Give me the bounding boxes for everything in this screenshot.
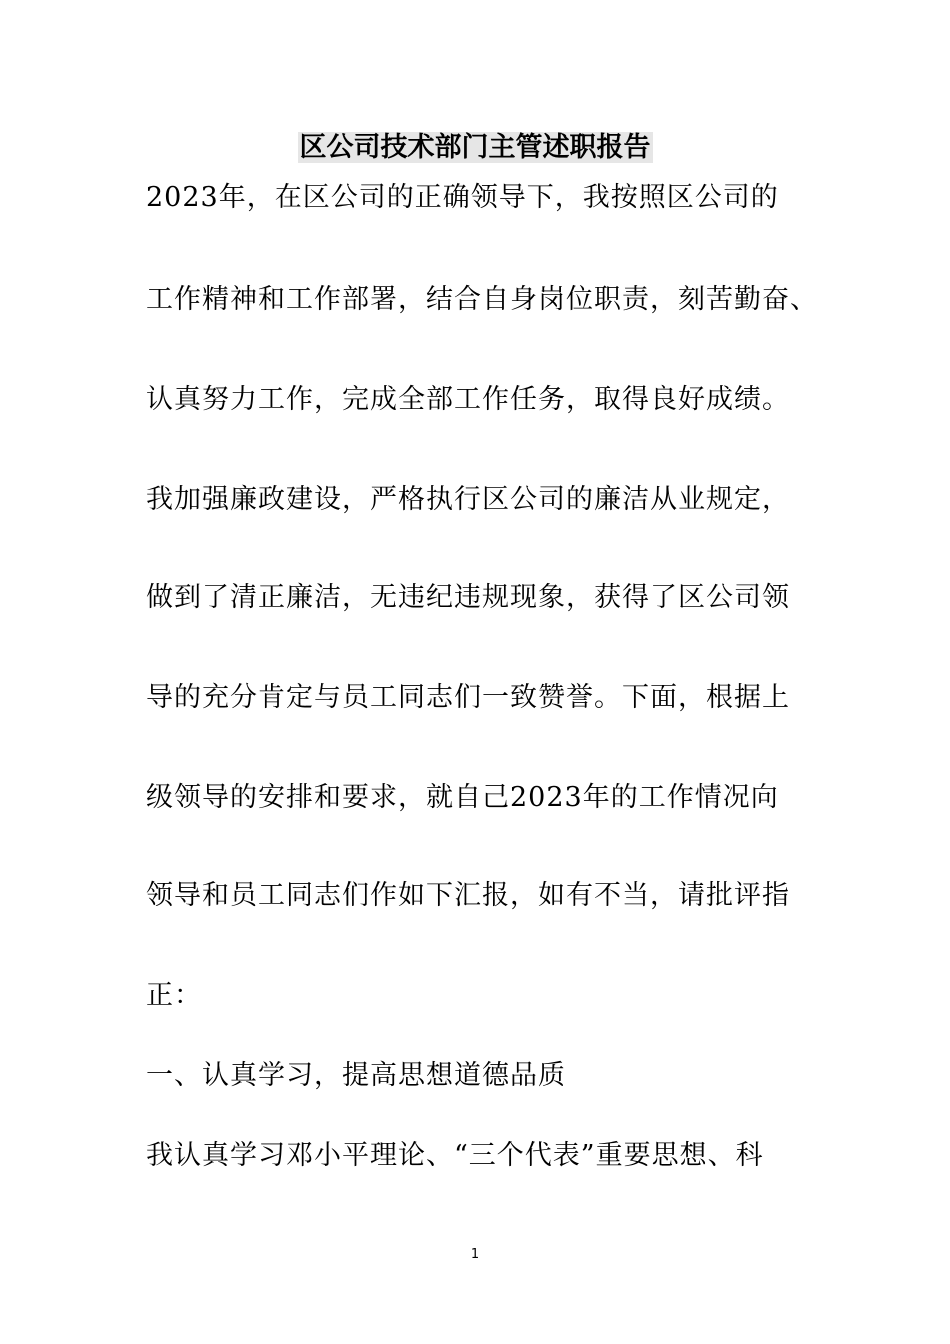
body-line-10: 我认真学习邓小平理论、“三个代表”重要思想、科 (146, 1140, 764, 1171)
body-line-4: 我加强廉政建设，严格执行区公司的廉洁从业规定， (146, 484, 790, 515)
page-number: 1 (470, 1247, 480, 1262)
body-line-6: 导的充分肯定与员工同志们一致赞誉。下面，根据上 (146, 682, 790, 713)
section-heading-1: 一、认真学习，提高思想道德品质 (146, 1060, 566, 1091)
body-line-5: 做到了清正廉洁，无违纪违规现象，获得了区公司领 (146, 582, 790, 613)
body-line-2: 工作精神和工作部署，结合自身岗位职责，刻苦勤奋、 (146, 284, 818, 315)
body-line-1: 2023年，在区公司的正确领导下，我按照区公司的 (146, 182, 779, 213)
body-line-8: 领导和员工同志们作如下汇报，如有不当，请批评指 (146, 880, 790, 911)
body-line-3: 认真努力工作，完成全部工作任务，取得良好成绩。 (146, 384, 790, 415)
document-title-text: 区公司技术部门主管述职报告 (299, 132, 651, 163)
body-line-9: 正： (146, 980, 202, 1011)
body-line-7: 级领导的安排和要求，就自己2023年的工作情况向 (146, 782, 779, 813)
document-title (0, 128, 950, 168)
